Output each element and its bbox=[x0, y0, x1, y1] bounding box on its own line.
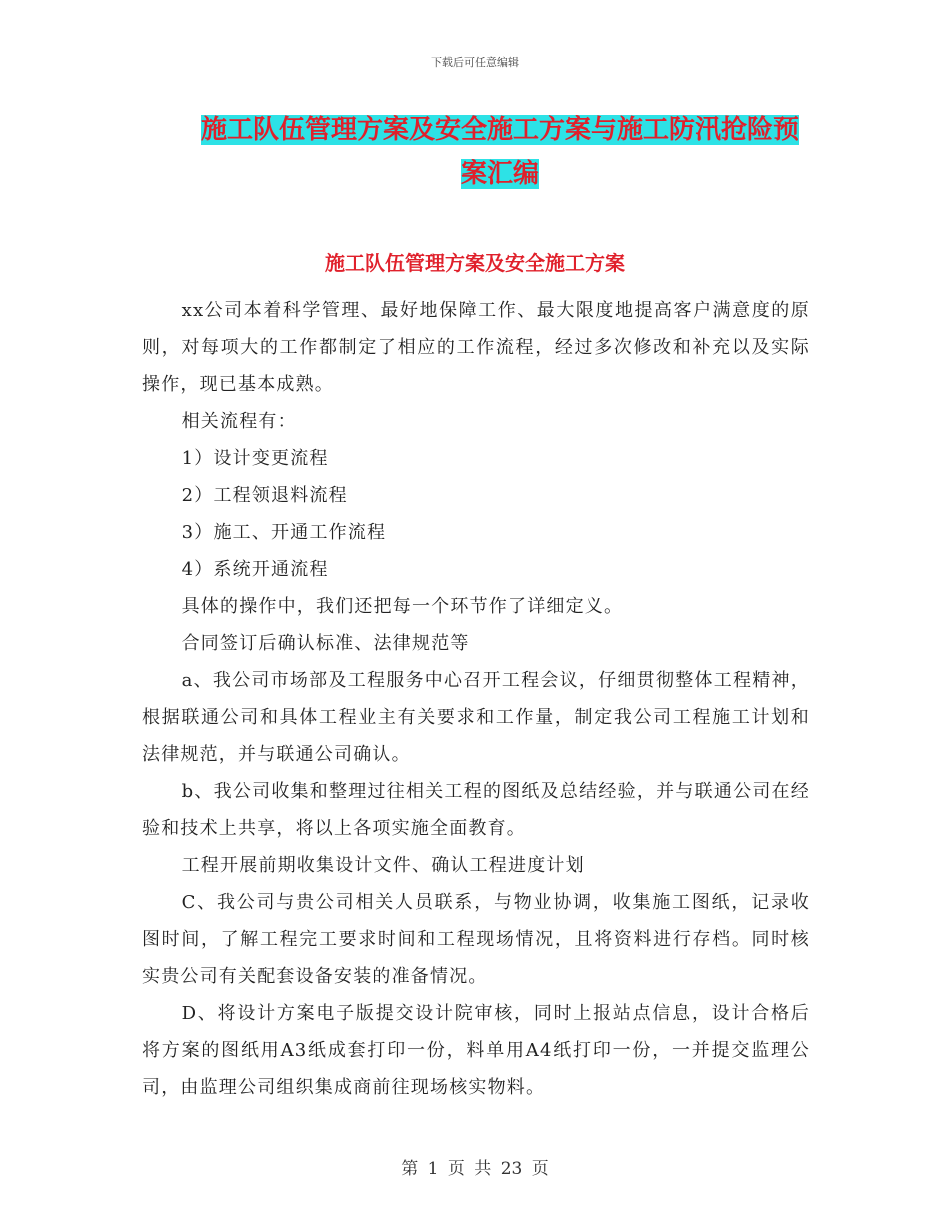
document-body bbox=[142, 292, 810, 1106]
document-title bbox=[190, 108, 810, 196]
list-item: 2）工程领退料流程 bbox=[181, 485, 348, 506]
paragraph: 相关流程有： bbox=[181, 411, 297, 432]
paragraph: 具体的操作中，我们还把每一个环节作了详细定义。 bbox=[181, 596, 624, 617]
subheading: 工程开展前期收集设计文件、确认工程进度计划 bbox=[181, 855, 585, 876]
paragraph: a、我公司市场部及工程服务中心召开工程会议，仔细贯彻整体工程精神，根据联通公司和具体工程业主有关要求和工作量，制定我公司工程施工计划和法律规范，并与联通公司确认。 bbox=[142, 670, 810, 765]
header-note: 下载后可任意编辑 bbox=[431, 56, 519, 69]
page-footer: 第 1 页 共 23 页 bbox=[401, 1159, 549, 1179]
paragraph: b、我公司收集和整理过往相关工程的图纸及总结经验，并与联通公司在经验和技术上共享，将以上各项实施全面教育。 bbox=[142, 781, 810, 839]
document-title-line2: 案汇编 bbox=[460, 159, 539, 189]
list-item: 1）设计变更流程 bbox=[181, 448, 329, 469]
paragraph: D、将设计方案电子版提交设计院审核，同时上报站点信息，设计合格后将方案的图纸用A3纸成套打印一份，料单用A4纸打印一份，一并提交监理公司，由监理公司组织集成商前往现场核实物料。 bbox=[142, 1003, 810, 1098]
list-item: 4）系统开通流程 bbox=[181, 559, 329, 580]
paragraph: xx公司本着科学管理、最好地保障工作、最大限度地提高客户满意度的原则，对每项大的工作都制定了相应的工作流程，经过多次修改和补充以及实际操作，现已基本成熟。 bbox=[142, 300, 810, 395]
document-title-line1: 施工队伍管理方案及安全施工方案与施工防汛抢险预 bbox=[200, 115, 799, 145]
section-title: 施工队伍管理方案及安全施工方案 bbox=[325, 251, 625, 275]
list-item: 3）施工、开通工作流程 bbox=[181, 522, 387, 543]
subheading: 合同签订后确认标准、法律规范等 bbox=[181, 633, 470, 654]
paragraph: C、我公司与贵公司相关人员联系，与物业协调，收集施工图纸，记录收图时间，了解工程完工要求时间和工程现场情况，且将资料进行存档。同时核实贵公司有关配套设备安装的准备情况。 bbox=[142, 892, 810, 987]
